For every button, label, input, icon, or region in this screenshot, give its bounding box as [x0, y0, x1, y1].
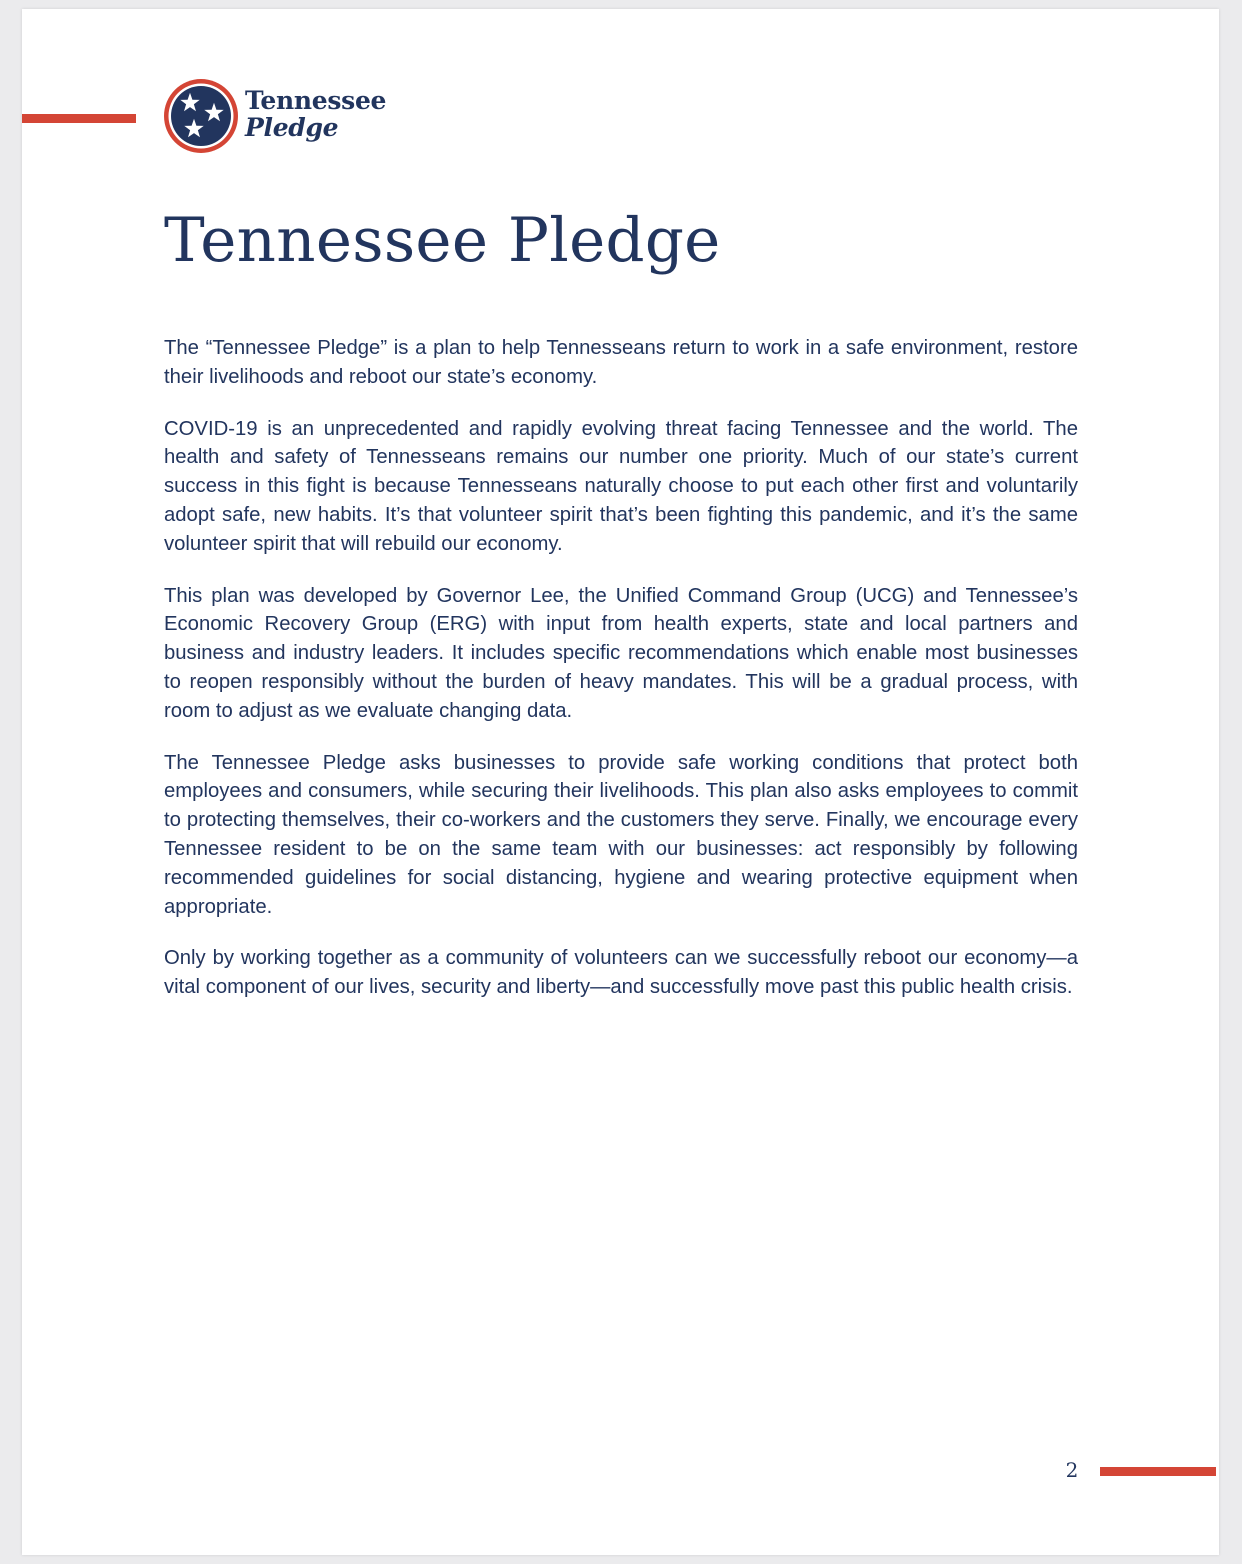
- tennessee-pledge-logo: [163, 78, 403, 156]
- logo-line-1: Tennessee: [245, 86, 387, 115]
- page-title: Tennessee Pledge: [164, 205, 721, 276]
- body-text: [164, 334, 1078, 1025]
- document-page: [22, 9, 1219, 1555]
- paragraph-intro: The “Tennessee Pledge” is a plan to help Tennesseans return to work in a safe environment, restore their livelihoods and reboot our state’s economy.: [164, 337, 1078, 388]
- paragraph-pledge: The Tennessee Pledge asks businesses to provide safe working conditions that protect both employees and consumers, while securing their livelihoods. This plan also asks employees to commit to protecting themselves, their co-workers and the customers they serve. Finally, we encourage every Tennessee resident to be on the same team with our businesses: act responsibly by following recommended guidelines for social distancing, hygiene and wearing protective equipment when appropriate.: [164, 751, 1078, 918]
- accent-bar-top: [22, 114, 136, 123]
- logo-wordmark: [245, 87, 386, 141]
- paragraph-plan: This plan was developed by Governor Lee, the Unified Command Group (UCG) and Tennessee’s Economic Recovery Group (ERG) with input from health experts, state and local partners and business and industry leaders. It includes specific recommendations which enable most businesses to reopen responsibly without the burden of heavy mandates. This will be a gradual process, with room to adjust as we evaluate changing data.: [164, 584, 1078, 722]
- paragraph-closing: Only by working together as a community of volunteers can we successfully reboot our economy—a vital component of our lives, security and liberty—and successfully move past this public health crisis.: [164, 947, 1078, 999]
- logo-line-2: Pledge: [245, 113, 339, 142]
- accent-bar-bottom: [1100, 1467, 1216, 1476]
- paragraph-covid: COVID-19 is an unprecedented and rapidly evolving threat facing Tennessee and the world. The health and safety of Tennesseans remains our number one priority. Much of our state’s current success in this fight is because Tennesseans naturally choose to put each other first and voluntarily adopt safe, new habits. It’s that volunteer spirit that’s been fighting this pandemic, and it’s the same volunteer spirit that will rebuild our economy.: [164, 417, 1078, 555]
- tristar-emblem-icon: [163, 78, 239, 154]
- page-number: 2: [1065, 1458, 1079, 1482]
